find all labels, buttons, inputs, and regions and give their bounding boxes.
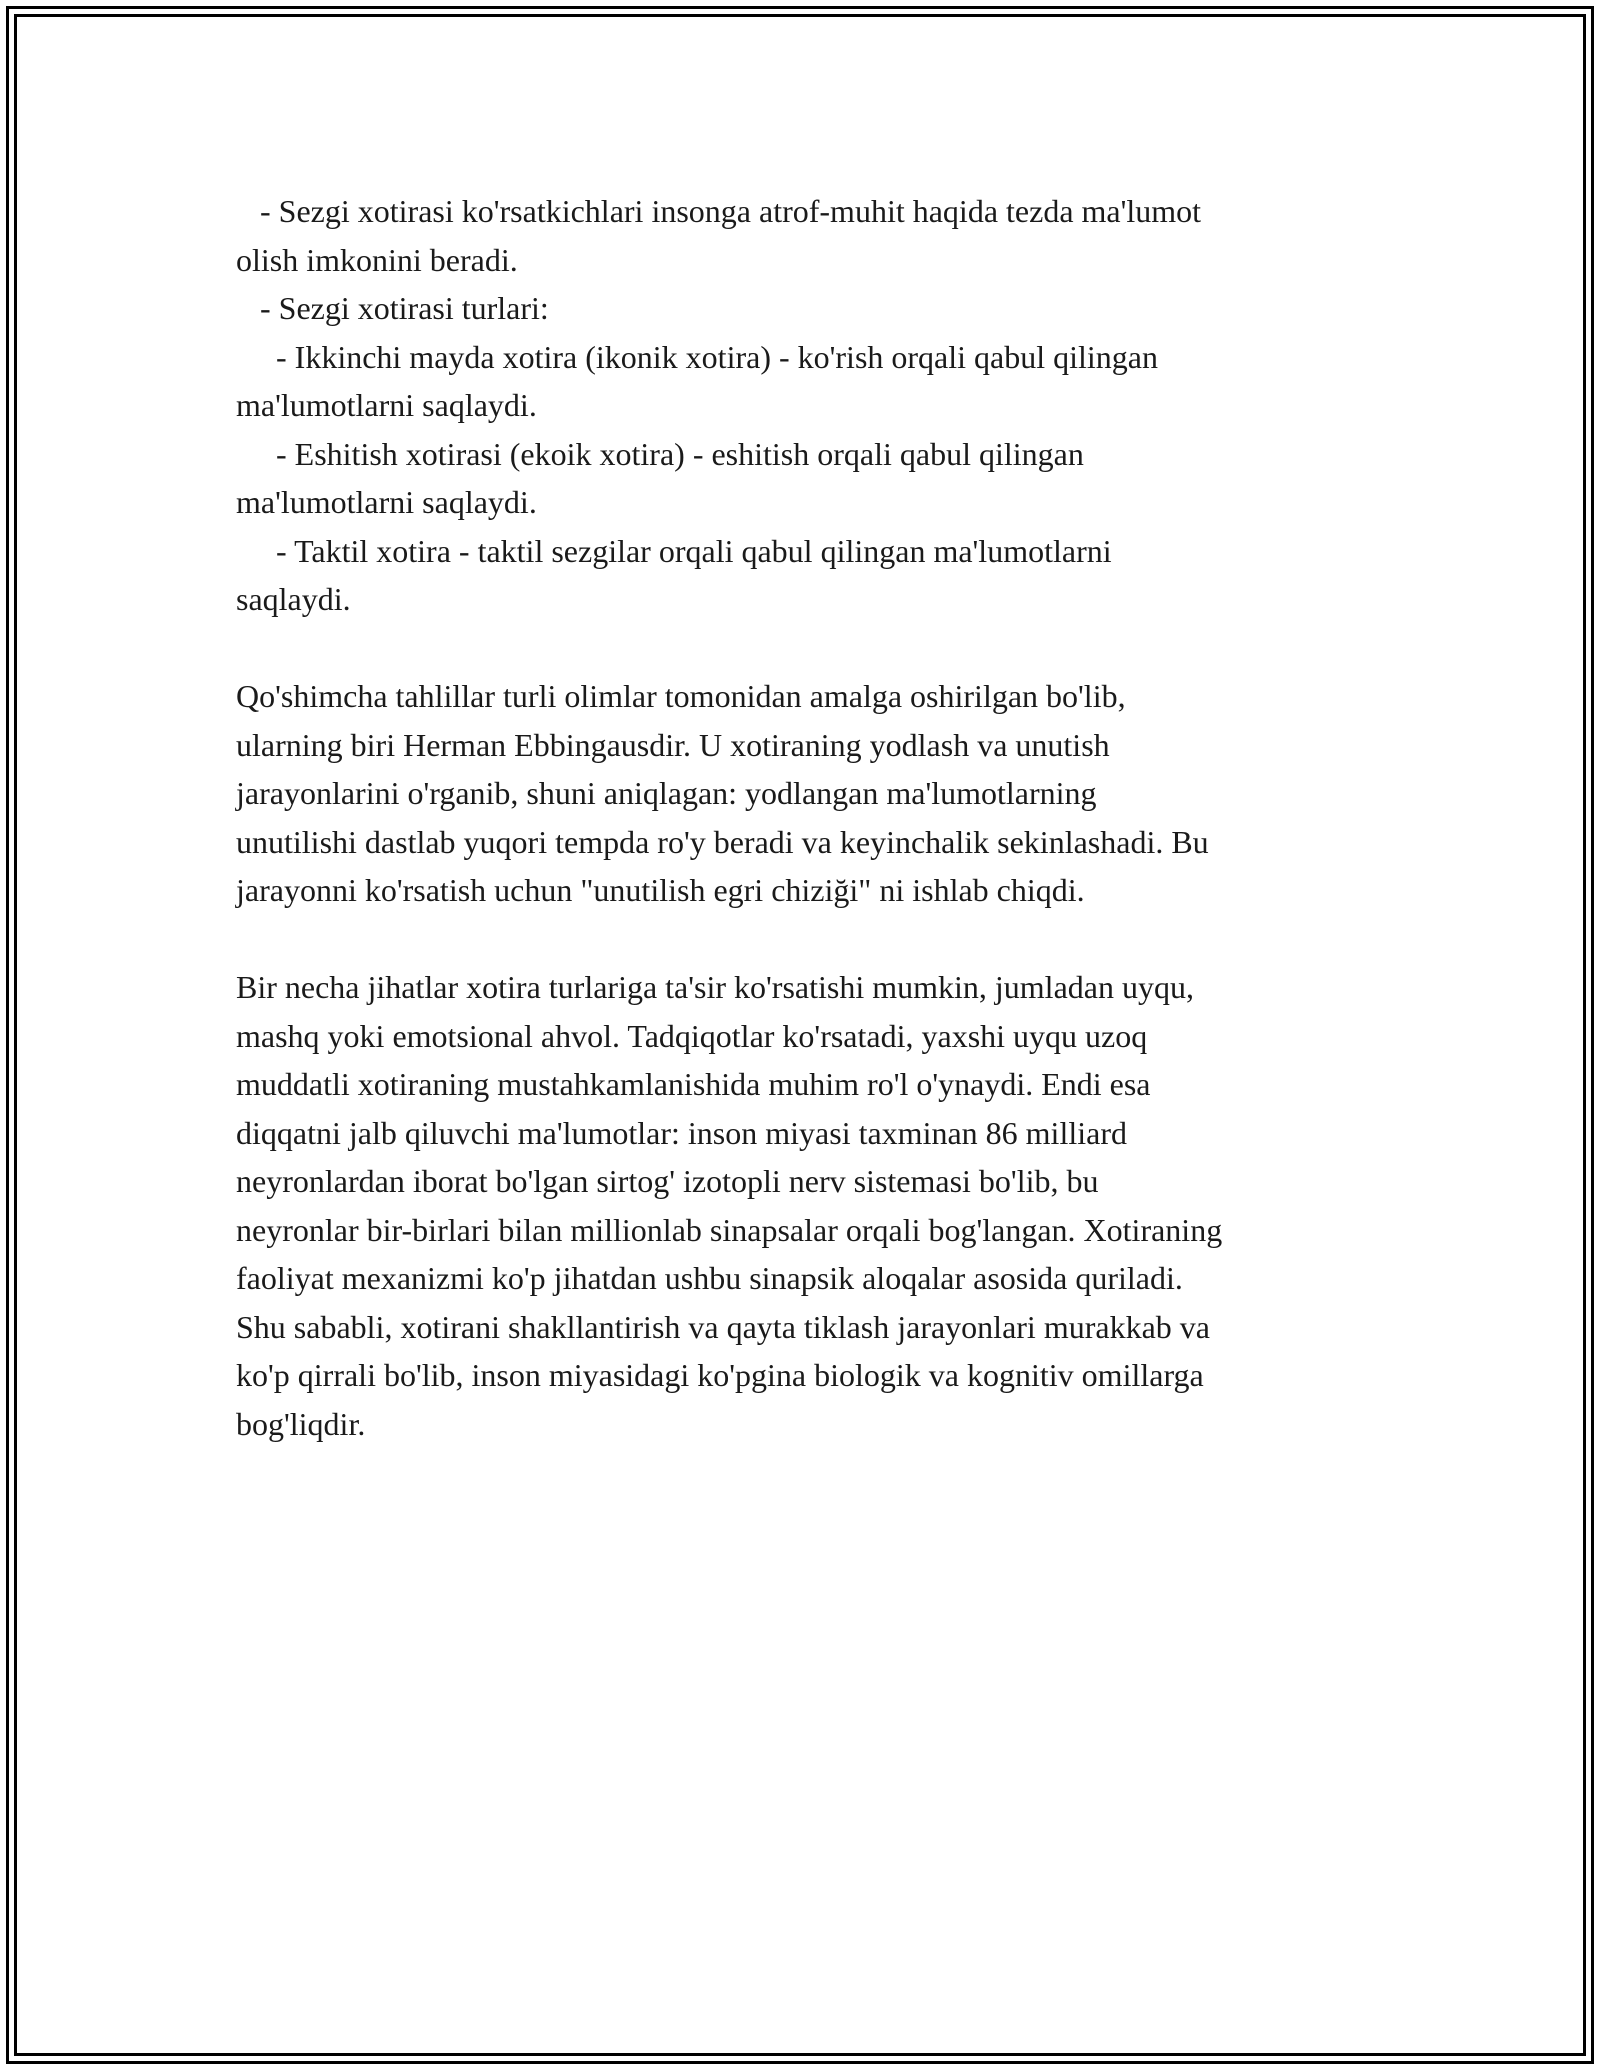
text-line: ularning biri Herman Ebbingausdir. U xotiraning yodlash va unutish <box>236 726 1110 763</box>
text-line: neyronlardan iborat bo'lgan sirtog' izotopli nerv sistemasi bo'lib, bu <box>236 1163 1099 1199</box>
text-line: faoliyat mexanizmi ko'p jihatdan ushbu sinapsik aloqalar asosida quriladi. <box>236 1260 1183 1296</box>
text-line: - Sezgi xotirasi ko'rsatkichlari insonga atrof-muhit haqida tezda ma'lumot <box>236 193 1202 229</box>
text-line: Shu sababli, xotirani shakllantirish va qayta tiklash jarayonlari murakkab va <box>236 1308 1210 1345</box>
paragraph-gap <box>236 624 1376 673</box>
text-line: bog'liqdir. <box>236 1405 366 1442</box>
text-line: ma'lumotlarni saqlaydi. <box>236 387 537 423</box>
text-line: ko'p qirrali bo'lib, inson miyasidagi ko'pgina biologik va kognitiv omillarga <box>236 1357 1204 1393</box>
text-line: olish imkonini beradi. <box>236 241 518 278</box>
text-line: - Ikkinchi mayda xotira (ikonik xotira) - ko'rish orqali qabul qilingan <box>236 338 1158 375</box>
text-line: - Eshitish xotirasi (ekoik xotira) - eshitish orqali qabul qilingan <box>236 435 1084 472</box>
text-line: neyronlar bir-birlari bilan millionlab sinapsalar orqali bog'langan. Xotiraning <box>236 1211 1223 1248</box>
paragraph-gap <box>236 915 1376 964</box>
text-line: - Taktil xotira - taktil sezgilar orqali qabul qilingan ma'lumotlarni <box>236 532 1112 569</box>
text-line: - Sezgi xotirasi turlari: <box>236 290 549 326</box>
text-line: ma'lumotlarni saqlaydi. <box>236 484 537 520</box>
text-line: unutilishi dastlab yuqori tempda ro'y beradi va keyinchalik sekinlashadi. Bu <box>236 823 1209 860</box>
text-line: saqlaydi. <box>236 581 351 617</box>
document-body <box>236 187 1376 1448</box>
text-line: muddatli xotiraning mustahkamlanishida muhim ro'l o'ynaydi. Endi esa <box>236 1066 1151 1102</box>
text-line: Qo'shimcha tahlillar turli olimlar tomonidan amalga oshirilgan bo'lib, <box>236 678 1126 714</box>
text-line: diqqatni jalb qiluvchi ma'lumotlar: inson miyasi taxminan 86 milliard <box>236 1114 1127 1151</box>
text-line: jarayonni ko'rsatish uchun "unutilish egri chiziği" ni ishlab chiqdi. <box>236 872 1085 908</box>
text-line: mashq yoki emotsional ahvol. Tadqiqotlar ko'rsatadi, yaxshi uyqu uzoq <box>236 1017 1148 1054</box>
text-line: Bir necha jihatlar xotira turlariga ta'sir ko'rsatishi mumkin, jumladan uyqu, <box>236 969 1194 1005</box>
text-line: jarayonlarini o'rganib, shuni aniqlagan: yodlangan ma'lumotlarning <box>236 775 1097 811</box>
